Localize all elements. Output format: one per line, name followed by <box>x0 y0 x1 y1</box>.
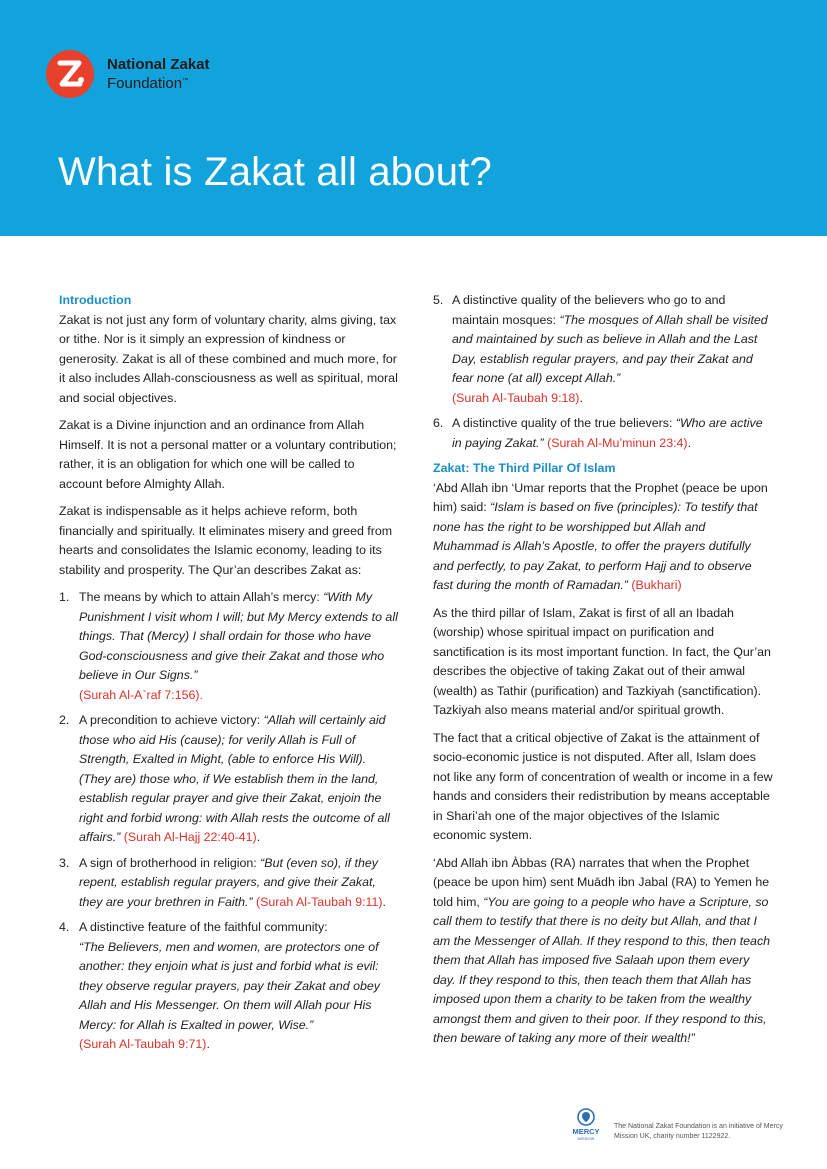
footer-note: The National Zakat Foundation is an initiative of Mercy Mission UK, charity number 1122922. <box>614 1123 783 1140</box>
trademark-mark: ™ <box>182 78 189 84</box>
mercy-mission-logo-icon <box>569 1106 603 1142</box>
quran-list-left <box>59 588 399 1055</box>
list-item-text: A distinctive feature of the faithful community: <box>79 920 328 934</box>
list-item-text: A distinctive quality of the believers who go to and maintain mosques: <box>452 293 726 327</box>
list-item-quote: “But (even so), if they repent, establish regular prayers, and give their Zakat, they are your brethren in Faith.” <box>79 855 378 909</box>
intro-paragraph-2: Zakat is a Divine injunction and an ordinance from Allah Himself. It is not a personal matter or a voluntary contribution; rather, it is an obligation for which one will be called to account before Almighty Allah. <box>59 418 397 491</box>
mercy-logo-text: MERCY <box>572 1127 600 1136</box>
header-banner <box>0 0 827 236</box>
brand-subname <box>107 73 188 92</box>
list-item-quote: “With My Punishment I visit whom I will; but My Mercy extends to all things. That (Mercy) I shall ordain for those who have God-consciousness and give their Zakat and those who believe in Our Signs.” <box>79 590 398 682</box>
list-item-end: . <box>579 390 583 405</box>
nzf-logo-icon <box>46 50 94 98</box>
list-number: 5. <box>433 293 444 307</box>
brand-name: National Zakat <box>107 56 210 73</box>
list-item-reference: (Surah Al-Taubah 9:18) <box>452 390 580 405</box>
list-item-quote: “Who are active in paying Zakat.” <box>452 416 763 450</box>
list-number: 1. <box>59 590 70 604</box>
list-item <box>59 588 399 705</box>
page-title: What is Zakat all about? <box>58 150 492 194</box>
section-heading-introduction: Introduction <box>59 293 132 307</box>
hadith-reference: (Bukhari) <box>631 578 682 592</box>
narration-quote: “You are going to a people who have a Scripture, so call them to testify that there is no deity but Allah, and that I am the Messenger of Allah. If they respond to this, then teach them that Allah has imposed five Salaah upon them every day. If they respond to this, then teach them that Allah has imposed upon them a charity to be taken from the wealthy amongst them and given to their poor. If they respond to this, then beware of taking any more of their wealth!” <box>433 894 771 1045</box>
list-item-end: . <box>256 830 261 844</box>
list-number: 4. <box>59 920 70 934</box>
list-item-quote: “The mosques of Allah shall be visited and maintained by such as believe in Allah and the Last Day, establish regular prayers, and pay their Zakat and fear none (at all) except Allah.” <box>452 312 768 385</box>
list-item-text: The means by which to attain Allah’s mercy: <box>79 590 324 604</box>
list-item-text: A sign of brotherhood in religion: <box>79 855 261 870</box>
list-item-end: . <box>206 1037 210 1051</box>
list-item <box>433 291 773 408</box>
pillar-paragraph-2: As the third pillar of Islam, Zakat is first of all an Ibadah (worship) whose spiritual impact on purification and sanctification is its most important function. In fact, the Qur’an describes the objective of taking Zakat out of their amwal (wealth) as Tathir (purification) and Tazkiyah (sanctification). Tazkiyah also means material and/or spiritual growth. <box>433 605 771 717</box>
mercy-logo-subtext: MISSION <box>577 1136 595 1141</box>
list-item-reference: (Surah Al-Mu’minun 23:4) <box>547 435 688 450</box>
list-item-reference: (Surah Al-Hajj 22:40-41) <box>123 830 257 844</box>
list-item <box>433 414 773 453</box>
list-item-end: . <box>687 435 692 450</box>
list-item-reference: (Surah Al-Taubah 9:11) <box>256 894 383 909</box>
list-item-text: A distinctive quality of the true believers: <box>452 416 676 430</box>
list-item-text: A precondition to achieve victory: <box>79 713 264 727</box>
list-number: 3. <box>59 855 70 870</box>
hadith-paragraph <box>433 479 773 596</box>
left-column <box>59 291 399 1061</box>
list-item <box>59 918 399 1055</box>
hadith-quote: “Islam is based on five (principles): To testify that none has the right to be worshipped but Allah and Muhammad is Allah’s Apostle, to offer the prayers dutifully and perfectly, to pay Zakat, to perform Hajj and to observe fast during the month of Ramadan.” <box>433 500 758 592</box>
pillar-paragraph-4 <box>433 854 773 1049</box>
list-number: 6. <box>433 416 444 430</box>
list-item-reference: (Surah Al-Taubah 9:71) <box>79 1037 207 1051</box>
list-number: 2. <box>59 713 70 727</box>
list-item-quote: “The Believers, men and women, are protectors one of another: they enjoin what is just and forbid what is evil: they observe regular prayers, pay their Zakat and obey Allah and His Messenger. On them will Allah pour His Mercy: for Allah is Exalted in power, Wise.” <box>79 939 380 1032</box>
intro-paragraph-1: Zakat is not just any form of voluntary charity, alms giving, tax or tithe. Nor is it simply an expression of kindness or generosity. Zakat is all of these combined and much more, for it also includes Allah-consciousness as well as spiritual, moral and social objectives. <box>59 312 398 405</box>
list-item-reference: (Surah Al-A`raf 7:156) <box>79 687 200 702</box>
list-item-quote: “Allah will certainly aid those who aid His (cause); for verily Allah is Full of Strength, Exalted in Might, (able to enforce His Will). (They are) those who, if We establish them in the land, establish regular prayer and give their Zakat, enjoin the right and forbid wrong: with Allah rests the outcome of all affairs.” <box>79 713 390 844</box>
brand-subname-text: Foundation <box>107 75 183 92</box>
right-column <box>433 291 773 1057</box>
list-item <box>59 854 399 913</box>
list-item <box>59 711 399 848</box>
section-heading-third-pillar: Zakat: The Third Pillar Of Islam <box>433 461 616 475</box>
intro-paragraph-3: Zakat is indispensable as it helps achieve reform, both financially and spiritually. It eliminates misery and greed from hearts and consolidates the Islamic economy, leading to its stability and prosperity. The Qur’an describes Zakat as: <box>59 504 393 577</box>
narration-intro: ‘Abd Allah ibn Àbbas (RA) narrates that when the Prophet (peace be upon him) sent Muādh ibn Jabal (RA) to Yemen he told him, <box>433 855 770 909</box>
pillar-paragraph-3: The fact that a critical objective of Zakat is the attainment of socio-economic justice is not disputed. After all, Islam does not like any form of concentration of wealth or income in a few hands and considers their redistribution by means acceptable in Shari’ah one of the major objectives of the Islamic economic system. <box>433 730 773 842</box>
list-item-end: . <box>382 894 386 909</box>
hadith-intro: ‘Abd Allah ibn ‘Umar reports that the Prophet (peace be upon him) said: <box>433 480 768 514</box>
quran-list-right <box>433 291 773 453</box>
list-item-end: . <box>199 687 203 702</box>
